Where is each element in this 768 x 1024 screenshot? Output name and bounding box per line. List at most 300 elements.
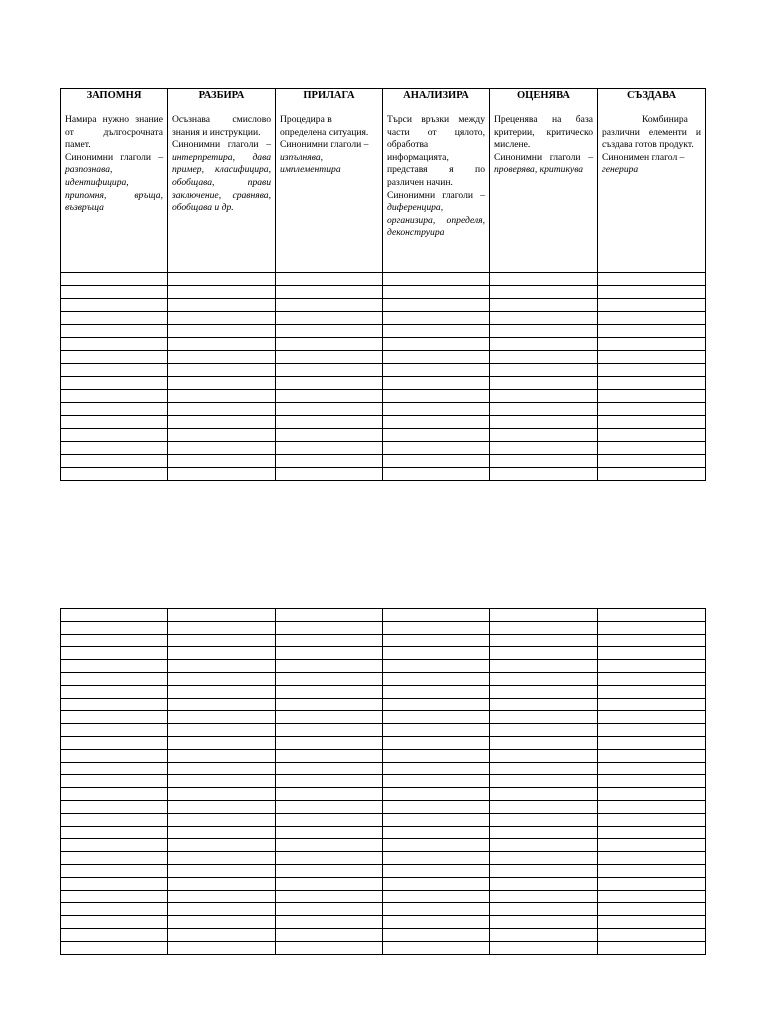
empty-cell (598, 800, 706, 813)
empty-cell (276, 711, 383, 724)
empty-cell (383, 286, 490, 299)
empty-cell (168, 377, 276, 390)
empty-cell (490, 788, 598, 801)
empty-row (61, 273, 706, 286)
empty-cell (383, 325, 490, 338)
synonyms-text (280, 139, 378, 177)
empty-cell (168, 890, 276, 903)
empty-cell (276, 647, 383, 660)
empty-row (61, 325, 706, 338)
empty-cell (276, 351, 383, 364)
empty-cell (168, 312, 276, 325)
empty-cell (598, 903, 706, 916)
empty-cell (490, 286, 598, 299)
empty-cell (61, 621, 168, 634)
empty-cell (61, 826, 168, 839)
empty-cell (276, 442, 383, 455)
empty-cell (276, 864, 383, 877)
empty-row (61, 299, 706, 312)
empty-cell (598, 839, 706, 852)
empty-row (61, 839, 706, 852)
bloom-taxonomy-table (60, 88, 706, 481)
empty-row (61, 877, 706, 890)
empty-cell (598, 724, 706, 737)
empty-cell (61, 429, 168, 442)
empty-cell (490, 609, 598, 622)
empty-cell (168, 826, 276, 839)
empty-cell (490, 299, 598, 312)
synonyms-text (387, 190, 485, 240)
empty-cell (276, 736, 383, 749)
empty-cell (598, 621, 706, 634)
empty-cell (61, 609, 168, 622)
empty-cell (276, 698, 383, 711)
empty-cell (383, 890, 490, 903)
empty-cell (383, 916, 490, 929)
empty-cell (383, 364, 490, 377)
empty-row (61, 698, 706, 711)
empty-cell (383, 429, 490, 442)
empty-cell (490, 903, 598, 916)
empty-cell (383, 877, 490, 890)
description-text: Преценява на база критерии, критическо мислене. (494, 114, 593, 151)
description-cell-create (598, 106, 706, 273)
description-cell-understand (168, 106, 276, 273)
empty-cell (168, 403, 276, 416)
empty-cell (490, 660, 598, 673)
empty-cell (383, 338, 490, 351)
empty-cell (276, 273, 383, 286)
empty-cell (383, 672, 490, 685)
empty-cell (490, 647, 598, 660)
empty-row (61, 941, 706, 954)
empty-cell (276, 403, 383, 416)
empty-cell (61, 788, 168, 801)
empty-cell (168, 928, 276, 941)
empty-cell (168, 864, 276, 877)
empty-cell (168, 877, 276, 890)
empty-cell (490, 685, 598, 698)
empty-cell (383, 903, 490, 916)
empty-row (61, 442, 706, 455)
empty-cell (383, 698, 490, 711)
description-cell-evaluate (490, 106, 598, 273)
empty-cell (61, 711, 168, 724)
empty-cell (168, 698, 276, 711)
empty-cell (168, 724, 276, 737)
empty-cell (383, 788, 490, 801)
empty-cell (490, 377, 598, 390)
empty-cell (490, 364, 598, 377)
empty-cell (383, 928, 490, 941)
empty-cell (598, 736, 706, 749)
synonyms-label: Синонимни глаголи – (65, 151, 163, 163)
synonyms-text (172, 139, 271, 215)
empty-cell (168, 455, 276, 468)
empty-cell (490, 621, 598, 634)
empty-row (61, 890, 706, 903)
empty-row (61, 468, 706, 481)
empty-cell (598, 788, 706, 801)
empty-row (61, 351, 706, 364)
empty-cell (276, 775, 383, 788)
empty-cell (598, 609, 706, 622)
empty-cell (598, 455, 706, 468)
empty-row (61, 813, 706, 826)
empty-row (61, 286, 706, 299)
synonym-verbs: диференцира, организира, определя, деконструира (387, 202, 485, 239)
empty-cell (598, 775, 706, 788)
empty-cell (598, 403, 706, 416)
empty-cell (168, 647, 276, 660)
empty-cell (276, 455, 383, 468)
empty-cell (383, 800, 490, 813)
empty-cell (276, 749, 383, 762)
column-header-evaluate: ОЦЕНЯВА (490, 89, 598, 107)
empty-cell (490, 390, 598, 403)
empty-row (61, 928, 706, 941)
empty-row (61, 416, 706, 429)
empty-cell (383, 749, 490, 762)
synonyms-label: Синонимни глаголи – (387, 189, 485, 201)
synonym-verbs: изпълнява, имплементира (280, 151, 341, 176)
empty-cell (383, 826, 490, 839)
empty-cell (383, 351, 490, 364)
empty-row (61, 852, 706, 865)
empty-cell (61, 813, 168, 826)
empty-cell (383, 864, 490, 877)
empty-cell (383, 442, 490, 455)
empty-cell (598, 377, 706, 390)
empty-cell (61, 852, 168, 865)
synonym-verbs: проверява, критикува (494, 164, 584, 176)
empty-row (61, 762, 706, 775)
description-cell-apply (276, 106, 383, 273)
empty-cell (168, 839, 276, 852)
empty-row (61, 672, 706, 685)
empty-cell (168, 749, 276, 762)
empty-cell (168, 672, 276, 685)
empty-cell (168, 736, 276, 749)
empty-cell (490, 813, 598, 826)
empty-cell (383, 724, 490, 737)
column-header-apply: ПРИЛАГА (276, 89, 383, 107)
empty-cell (168, 390, 276, 403)
empty-cell (276, 813, 383, 826)
empty-row (61, 609, 706, 622)
empty-row (61, 338, 706, 351)
empty-row (61, 749, 706, 762)
empty-row (61, 800, 706, 813)
empty-cell (168, 442, 276, 455)
empty-row (61, 685, 706, 698)
empty-cell (490, 312, 598, 325)
empty-cell (276, 429, 383, 442)
empty-cell (61, 390, 168, 403)
empty-cell (276, 672, 383, 685)
empty-cell (168, 416, 276, 429)
empty-cell (61, 800, 168, 813)
empty-cell (490, 864, 598, 877)
empty-row (61, 390, 706, 403)
empty-cell (276, 660, 383, 673)
empty-row (61, 429, 706, 442)
empty-row (61, 826, 706, 839)
column-header-understand: РАЗБИРА (168, 89, 276, 107)
empty-cell (276, 941, 383, 954)
empty-cell (598, 442, 706, 455)
empty-cell (61, 468, 168, 481)
empty-row (61, 903, 706, 916)
empty-cell (383, 299, 490, 312)
empty-cell (490, 338, 598, 351)
empty-cell (276, 877, 383, 890)
empty-cell (598, 286, 706, 299)
empty-cell (61, 351, 168, 364)
empty-cell (61, 672, 168, 685)
empty-cell (61, 916, 168, 929)
empty-cell (61, 364, 168, 377)
empty-cell (598, 813, 706, 826)
empty-cell (61, 299, 168, 312)
empty-cell (276, 364, 383, 377)
empty-cell (168, 903, 276, 916)
empty-cell (598, 826, 706, 839)
empty-cell (168, 286, 276, 299)
empty-cell (598, 312, 706, 325)
empty-row (61, 775, 706, 788)
empty-cell (168, 852, 276, 865)
empty-cell (276, 916, 383, 929)
empty-cell (168, 299, 276, 312)
empty-cell (61, 890, 168, 903)
empty-cell (490, 775, 598, 788)
empty-cell (598, 890, 706, 903)
empty-cell (168, 325, 276, 338)
empty-cell (61, 403, 168, 416)
empty-cell (490, 273, 598, 286)
empty-cell (61, 698, 168, 711)
empty-cell (383, 711, 490, 724)
synonym-verbs: интерпретира, дава пример, класифицира, обобщава, прави заключение, сравнява, обобщава и др. (172, 151, 271, 214)
empty-cell (276, 286, 383, 299)
empty-cell (168, 711, 276, 724)
empty-cell (598, 711, 706, 724)
empty-cell (490, 634, 598, 647)
synonyms-label: Синонимни глаголи – (494, 151, 593, 163)
empty-cell (168, 273, 276, 286)
empty-cell (490, 941, 598, 954)
empty-cell (383, 775, 490, 788)
empty-cell (61, 839, 168, 852)
empty-row (61, 724, 706, 737)
empty-cell (598, 660, 706, 673)
empty-cell (383, 621, 490, 634)
empty-cell (598, 864, 706, 877)
empty-cell (61, 416, 168, 429)
empty-cell (276, 724, 383, 737)
empty-cell (276, 634, 383, 647)
empty-row (61, 916, 706, 929)
empty-cell (276, 377, 383, 390)
empty-row (61, 634, 706, 647)
empty-cell (598, 468, 706, 481)
empty-cell (61, 724, 168, 737)
description-text: Процедира в определена ситуация. (280, 114, 369, 138)
empty-row (61, 403, 706, 416)
empty-cell (276, 312, 383, 325)
empty-cell (168, 916, 276, 929)
empty-row (61, 660, 706, 673)
empty-cell (490, 325, 598, 338)
column-header-create: СЪЗДАВА (598, 89, 706, 107)
empty-cell (168, 685, 276, 698)
empty-cell (61, 775, 168, 788)
empty-cell (490, 351, 598, 364)
empty-cell (168, 800, 276, 813)
empty-cell (61, 762, 168, 775)
synonym-verbs: разпознава, идентифицира, припомня, връща, възвръща (65, 164, 163, 214)
empty-cell (276, 325, 383, 338)
empty-cell (383, 609, 490, 622)
empty-cell (168, 468, 276, 481)
synonym-verbs: генерира (602, 164, 639, 176)
synonyms-label: Синонимни глаголи – (172, 139, 271, 151)
empty-cell (168, 788, 276, 801)
empty-cell (598, 325, 706, 338)
empty-cell (490, 749, 598, 762)
empty-cell (276, 338, 383, 351)
empty-cell (276, 416, 383, 429)
description-text: Търси връзки между части от цялото, обработва информацията, представя я по различен начин. (387, 114, 485, 188)
empty-cell (490, 916, 598, 929)
empty-row (61, 788, 706, 801)
empty-cell (61, 338, 168, 351)
empty-cell (598, 685, 706, 698)
empty-cell (61, 273, 168, 286)
empty-cell (490, 826, 598, 839)
empty-cell (276, 839, 383, 852)
empty-cell (383, 468, 490, 481)
empty-row (61, 647, 706, 660)
empty-cell (598, 429, 706, 442)
empty-cell (598, 647, 706, 660)
description-text: Осъзнава смислово знания и инструкции. (172, 114, 271, 138)
empty-cell (598, 672, 706, 685)
empty-cell (490, 890, 598, 903)
empty-cell (490, 852, 598, 865)
description-row (61, 106, 706, 273)
empty-cell (383, 377, 490, 390)
empty-cell (61, 928, 168, 941)
empty-cell (61, 864, 168, 877)
empty-cell (168, 338, 276, 351)
empty-cell (383, 660, 490, 673)
empty-cell (383, 312, 490, 325)
empty-cell (490, 762, 598, 775)
empty-cell (168, 609, 276, 622)
empty-cell (598, 634, 706, 647)
empty-cell (490, 672, 598, 685)
blank-grid-table (60, 608, 706, 955)
empty-cell (383, 403, 490, 416)
description-text: Комбинира различни елементи и създава готов продукт. (602, 114, 701, 151)
synonyms-text (494, 152, 593, 177)
empty-cell (61, 312, 168, 325)
empty-row (61, 621, 706, 634)
empty-cell (490, 468, 598, 481)
empty-cell (383, 647, 490, 660)
empty-cell (383, 273, 490, 286)
empty-cell (383, 839, 490, 852)
empty-cell (61, 660, 168, 673)
empty-cell (490, 416, 598, 429)
empty-cell (61, 647, 168, 660)
empty-cell (276, 826, 383, 839)
empty-row (61, 455, 706, 468)
empty-cell (598, 351, 706, 364)
empty-cell (598, 941, 706, 954)
synonyms-label: Синонимен глагол – (602, 151, 685, 163)
column-header-analyze: АНАЛИЗИРА (383, 89, 490, 107)
empty-cell (61, 941, 168, 954)
description-cell-remember (61, 106, 168, 273)
empty-cell (276, 390, 383, 403)
empty-cell (490, 429, 598, 442)
synonyms-text (602, 152, 701, 177)
empty-row (61, 736, 706, 749)
empty-cell (598, 299, 706, 312)
empty-cell (61, 736, 168, 749)
empty-cell (598, 877, 706, 890)
empty-cell (168, 775, 276, 788)
empty-row (61, 364, 706, 377)
empty-cell (598, 916, 706, 929)
empty-cell (276, 621, 383, 634)
empty-cell (598, 273, 706, 286)
empty-cell (383, 813, 490, 826)
empty-cell (383, 455, 490, 468)
empty-cell (168, 429, 276, 442)
empty-cell (61, 634, 168, 647)
empty-cell (490, 928, 598, 941)
empty-cell (490, 736, 598, 749)
synonyms-text (65, 152, 163, 215)
empty-cell (490, 800, 598, 813)
empty-cell (383, 736, 490, 749)
empty-cell (276, 852, 383, 865)
empty-cell (383, 390, 490, 403)
empty-cell (490, 839, 598, 852)
empty-cell (61, 903, 168, 916)
empty-cell (276, 903, 383, 916)
empty-cell (276, 890, 383, 903)
empty-cell (598, 338, 706, 351)
synonyms-label: Синонимни глаголи – (280, 139, 369, 151)
empty-cell (383, 634, 490, 647)
empty-cell (490, 455, 598, 468)
empty-cell (61, 749, 168, 762)
empty-cell (383, 685, 490, 698)
empty-cell (61, 455, 168, 468)
empty-cell (383, 416, 490, 429)
empty-cell (598, 390, 706, 403)
empty-cell (598, 749, 706, 762)
empty-cell (168, 941, 276, 954)
empty-cell (490, 724, 598, 737)
empty-cell (276, 609, 383, 622)
empty-cell (61, 286, 168, 299)
